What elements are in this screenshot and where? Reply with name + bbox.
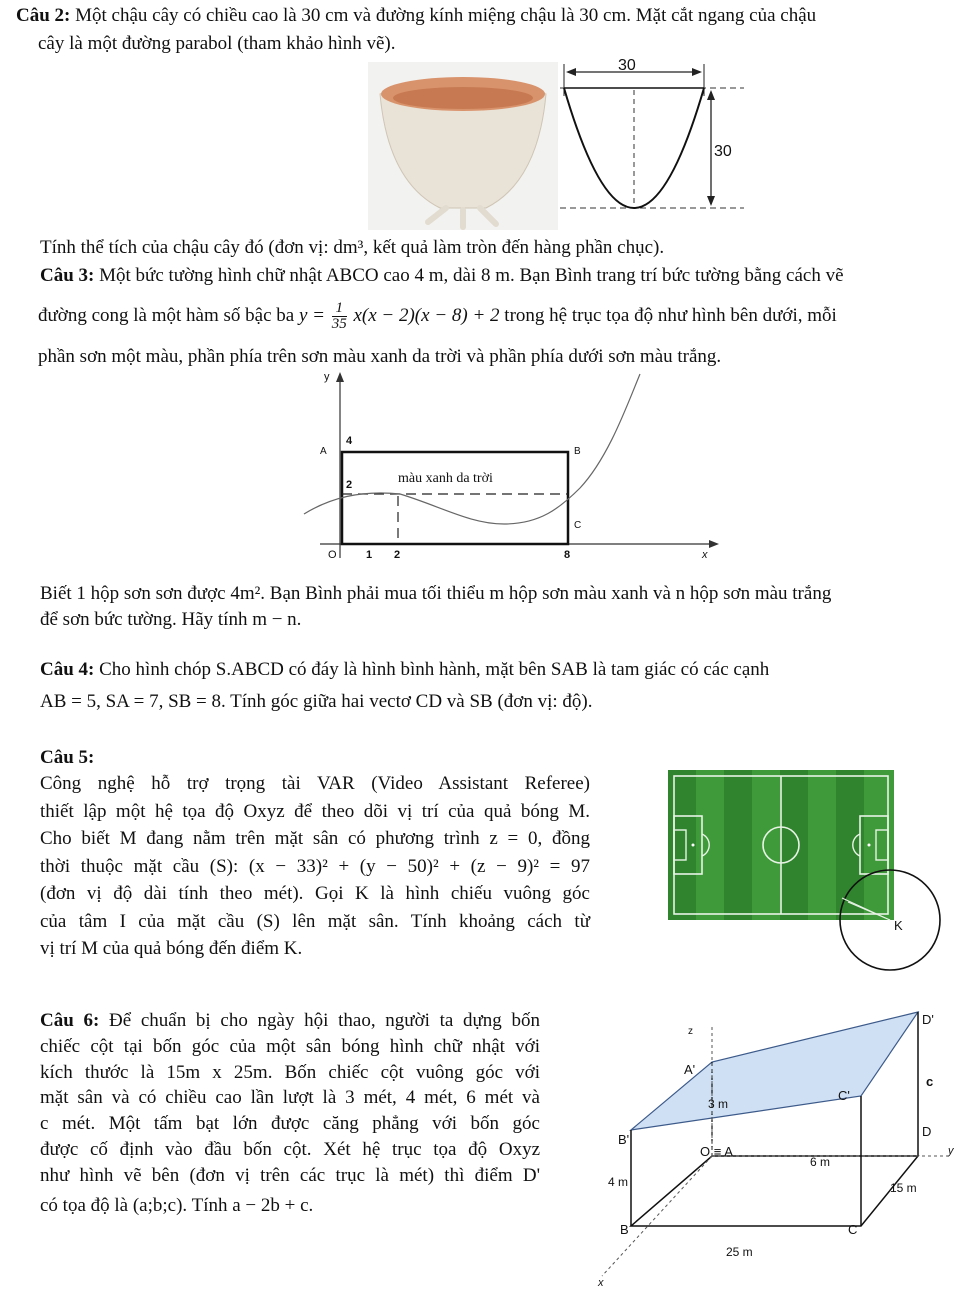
q5-label: Câu 5: — [40, 747, 95, 768]
q2-line2: cây là một đường parabol (tham khảo hình vẽ). — [38, 33, 396, 54]
q2-line3: Tính thể tích của chậu cây đó (đơn vị: dm³, kết quả làm tròn đến hàng phần chục). — [40, 237, 665, 258]
tarp-figure — [586, 1004, 970, 1294]
width-label: 30 — [618, 57, 636, 74]
q2-line1: Câu 2: Một chậu cây có chiều cao là 30 cm và đường kính miệng chậu là 30 cm. Mặt cắt ngang của chậu — [16, 5, 817, 26]
width-15m: 15 m — [890, 1181, 917, 1195]
axis-x: x — [598, 1277, 604, 1289]
q4-label: Câu 4: — [40, 659, 95, 680]
graph-region-label: màu xanh da trời — [398, 471, 493, 486]
graph-origin: O — [328, 549, 337, 561]
q3-line2: đường cong là một hàm số bậc ba y = $\frac{1}{35}$ x(x − 2)(x − 8) + 2 trong hệ trục tọa độ như hình bên dưới, mỗi — [38, 300, 837, 333]
graph-y-axis: y — [324, 371, 330, 383]
height-3m: 3 m — [708, 1097, 729, 1111]
q5-line: của tâm I của mặt cầu (S) lên mặt sân. Tính khoảng cách từ — [40, 910, 590, 932]
graph-tick-2y: 2 — [346, 479, 353, 491]
point-B: B — [620, 1222, 629, 1237]
point-Bp: B' — [618, 1132, 630, 1147]
pot-photo — [368, 62, 558, 230]
q5-line: (đơn vị độ dài tính theo mét). Gọi K là hình chiếu vuông góc — [40, 883, 590, 904]
field-K-label: K — [894, 918, 903, 933]
point-D: D — [922, 1124, 932, 1139]
q3-line1: Câu 3: Một bức tường hình chữ nhật ABCO cao 4 m, dài 8 m. Bạn Bình trang trí bức tường bằng cách vẽ — [40, 265, 844, 286]
graph-B: B — [574, 446, 581, 457]
q3-line5: để sơn bức tường. Hãy tính m − n. — [40, 609, 302, 630]
q4-line2: AB = 5, SA = 7, SB = 8. Tính góc giữa hai vectơ CD và SB (đơn vị: độ). — [40, 691, 593, 712]
q4-line1: Câu 4: Cho hình chóp S.ABCD có đáy là hình bình hành, mặt bên SAB là tam giác có các cạnh — [40, 659, 770, 680]
q6-line: kích thước là 15m x 25m. Bốn chiếc cột vuông góc với — [40, 1061, 540, 1083]
graph-tick-4: 4 — [346, 435, 353, 447]
cubic-graph — [290, 368, 730, 564]
width-25m: 25 m — [726, 1245, 753, 1259]
graph-tick-1: 1 — [366, 549, 373, 561]
height-label: 30 — [714, 143, 732, 160]
q5-line: Cho biết M đang nằm trên mặt sân có phương trình z = 0, đồng — [40, 828, 590, 849]
q5-line: Công nghệ hỗ trợ trọng tài VAR (Video Assistant Referee) — [40, 773, 590, 794]
football-field — [668, 770, 946, 972]
q6-line: c mét. Một tấm bạt lớn được căng phẳng với bốn góc — [40, 1113, 540, 1135]
q6-line: Câu 6: Để chuẩn bị cho ngày hội thao, người ta dựng bốn — [40, 1010, 540, 1031]
q5-text — [40, 770, 590, 963]
graph-tick-8: 8 — [564, 549, 571, 561]
q3-line4: Biết 1 hộp sơn sơn được 4m². Bạn Bình phải mua tối thiểu m hộp sơn màu xanh và n hộp sơn màu trắng — [40, 583, 832, 604]
point-C: C — [848, 1222, 858, 1237]
point-Ap: A' — [684, 1062, 696, 1077]
q6-line: như hình vẽ bên (đơn vị trên các trục là mét) thì điểm D' — [40, 1164, 540, 1186]
height-6m: 6 m — [810, 1155, 831, 1169]
graph-A: A — [320, 446, 327, 457]
q6-text — [40, 1008, 540, 1218]
graph-C: C — [574, 520, 582, 531]
q3-label: Câu 3: — [40, 265, 95, 286]
graph-tick-2x: 2 — [394, 549, 401, 561]
height-4m: 4 m — [608, 1175, 629, 1189]
q6-line: mặt sân và có chiều cao lần lượt là 3 mét, 4 mét, 6 mét và — [40, 1087, 540, 1109]
point-Dp: D' — [922, 1012, 934, 1027]
q5-line: vị trí M của quả bóng đến điểm K. — [40, 938, 303, 959]
q6-line: có tọa độ là (a;b;c). Tính a − 2b + c. — [40, 1194, 314, 1216]
graph-x-axis: x — [702, 549, 708, 561]
parabola-figure — [558, 56, 748, 230]
height-c: c — [926, 1074, 934, 1089]
axis-z: z — [688, 1026, 693, 1037]
q3-equation: y = $\frac{1}{35}$ x(x − 2)(x − 8) + 2 — [298, 300, 500, 333]
q2-label: Câu 2: — [16, 5, 71, 26]
q5-line: thời thuộc mặt cầu (S): (x − 33)² + (y − 50)² + (z − 9)² = 97 — [40, 855, 590, 877]
q6-line: chiếc cột tại bốn góc của một sân bóng hình chữ nhật với — [40, 1035, 540, 1057]
q5-line: thiết lập một hệ tọa độ Oxyz để theo dõi vị trí của quả bóng M. — [40, 800, 590, 822]
q3-line3: phần sơn một màu, phần phía trên sơn màu xanh da trời và phần phía dưới sơn màu trắng. — [38, 346, 722, 367]
point-Cp: C' — [838, 1088, 850, 1103]
origin-label: O ≡ A — [700, 1144, 733, 1159]
axis-y: y — [948, 1145, 954, 1157]
q6-line: được cố định vào đầu bốn cột. Xét hệ trục tọa độ Oxyz — [40, 1138, 540, 1160]
